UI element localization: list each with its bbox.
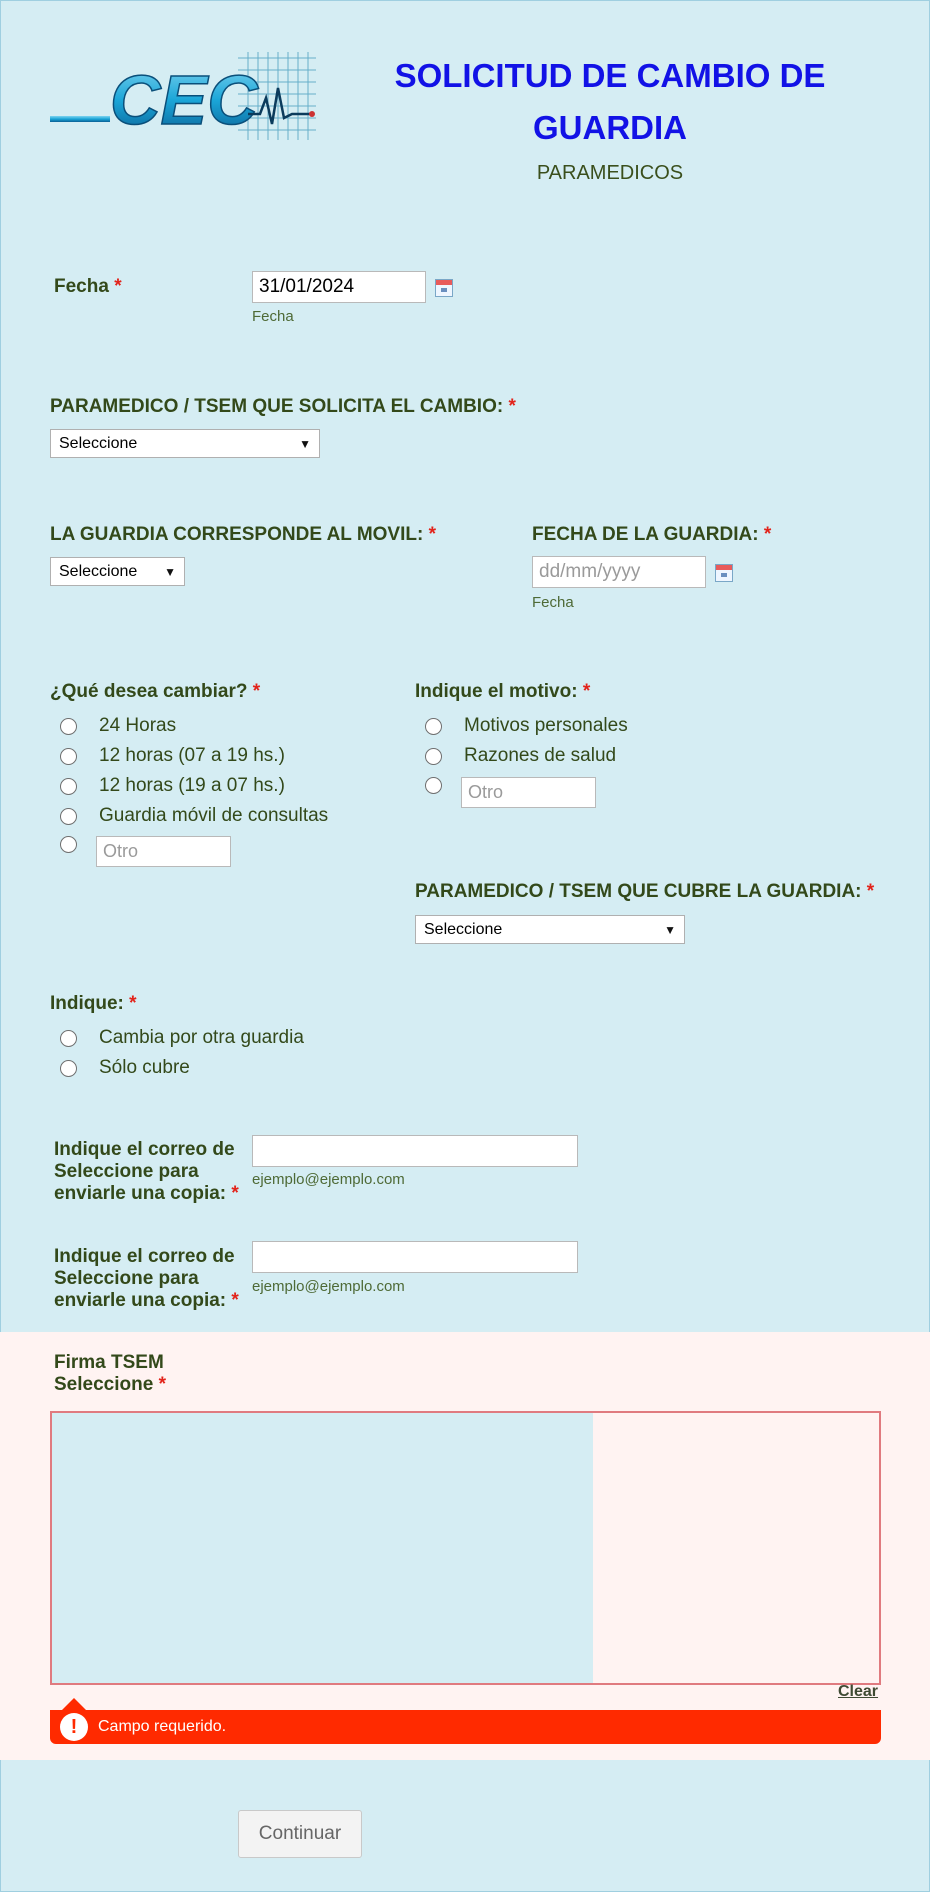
cambiar-option[interactable] xyxy=(60,711,360,741)
required-marker: * xyxy=(763,524,772,545)
required-marker: * xyxy=(114,276,122,297)
solicita-label xyxy=(50,396,516,418)
required-marker: * xyxy=(866,881,875,902)
required-marker: * xyxy=(129,993,137,1014)
otro-placeholder: Otro xyxy=(103,841,139,861)
motivo-options xyxy=(425,711,725,771)
option-label: 12 horas (19 a 07 hs.) xyxy=(99,775,285,796)
motivo-label-text: Indique el motivo: xyxy=(415,681,578,702)
alert-icon: ! xyxy=(60,1713,88,1741)
indique-options xyxy=(60,1023,380,1083)
calendar-icon[interactable] xyxy=(435,279,453,297)
calendar-icon[interactable] xyxy=(715,564,733,582)
radio-button[interactable] xyxy=(60,718,77,735)
radio-button[interactable] xyxy=(60,1060,77,1077)
option-label: 12 horas (07 a 19 hs.) xyxy=(99,745,285,766)
required-marker: * xyxy=(428,524,437,545)
radio-button[interactable] xyxy=(60,808,77,825)
email1-label-line: Indique el correo de xyxy=(54,1139,235,1160)
fecha-sublabel: Fecha xyxy=(252,308,294,325)
radio-button[interactable] xyxy=(425,718,442,735)
radio-button[interactable] xyxy=(60,836,77,853)
email1-label xyxy=(54,1139,254,1205)
logo-text: CEC xyxy=(110,61,258,139)
radio-button[interactable] xyxy=(425,748,442,765)
required-marker: * xyxy=(508,396,516,417)
firma-label-line: Firma TSEM xyxy=(54,1352,164,1373)
indique-label xyxy=(50,993,137,1015)
clear-signature-link[interactable]: Clear xyxy=(838,1683,879,1700)
radio-button[interactable] xyxy=(60,778,77,795)
cambiar-option[interactable] xyxy=(60,771,360,801)
option-label: Cambia por otra guardia xyxy=(99,1027,304,1048)
option-label: 24 Horas xyxy=(99,715,177,736)
chevron-down-icon: ▼ xyxy=(299,436,311,451)
motivo-label xyxy=(415,681,590,703)
otro-placeholder: Otro xyxy=(468,782,504,802)
required-marker: * xyxy=(231,1183,239,1204)
cambiar-options xyxy=(60,711,360,831)
cambiar-option[interactable] xyxy=(60,801,360,831)
email1-label-line: enviarle una copia: xyxy=(54,1183,227,1204)
motivo-option[interactable] xyxy=(425,741,725,771)
motivo-option[interactable] xyxy=(425,711,725,741)
email2-label xyxy=(54,1246,254,1312)
radio-button[interactable] xyxy=(425,777,442,794)
form-subtitle: PARAMEDICOS xyxy=(536,162,684,184)
motivo-otro-input[interactable] xyxy=(461,777,596,808)
chevron-down-icon: ▼ xyxy=(664,922,676,937)
cambiar-label xyxy=(50,681,260,703)
error-text: Campo requerido. xyxy=(98,1718,227,1735)
cubre-selected: Seleccione xyxy=(424,920,503,938)
fecha-input[interactable] xyxy=(252,271,426,303)
option-label: Razones de salud xyxy=(464,745,617,766)
solicita-select[interactable] xyxy=(50,429,320,458)
cubre-label-text: PARAMEDICO / TSEM QUE CUBRE LA GUARDIA: xyxy=(415,881,862,902)
required-marker: * xyxy=(582,681,591,702)
email1-input[interactable] xyxy=(252,1135,578,1167)
indique-option[interactable] xyxy=(60,1053,380,1083)
fecha-label-text: Fecha xyxy=(54,276,109,297)
email1-label-line: Seleccione para xyxy=(54,1161,199,1182)
movil-selected: Seleccione xyxy=(59,562,138,580)
option-label: Guardia móvil de consultas xyxy=(99,805,329,826)
option-label: Sólo cubre xyxy=(99,1057,190,1078)
movil-label xyxy=(50,524,436,546)
email2-label-line: Seleccione para xyxy=(54,1268,199,1289)
cambiar-otro-input[interactable] xyxy=(96,836,231,867)
fecha-guardia-label-text: FECHA DE LA GUARDIA: xyxy=(532,524,759,545)
required-marker: * xyxy=(231,1290,239,1311)
movil-label-text: LA GUARDIA CORRESPONDE AL MOVIL: xyxy=(50,524,424,545)
email2-label-line: Indique el correo de xyxy=(54,1246,235,1267)
email2-sublabel: ejemplo@ejemplo.com xyxy=(252,1278,405,1295)
fecha-guardia-label xyxy=(532,524,771,546)
indique-label-text: Indique: xyxy=(50,993,124,1014)
solicita-label-text: PARAMEDICO / TSEM QUE SOLICITA EL CAMBIO: xyxy=(50,396,504,417)
required-marker: * xyxy=(252,681,261,702)
radio-button[interactable] xyxy=(60,748,77,765)
option-label: Motivos personales xyxy=(464,715,628,736)
error-pointer xyxy=(62,1698,86,1710)
fecha-label xyxy=(54,276,122,298)
solicita-selected: Seleccione xyxy=(59,434,138,452)
email1-sublabel: ejemplo@ejemplo.com xyxy=(252,1171,405,1188)
chevron-down-icon: ▼ xyxy=(164,564,176,579)
movil-select[interactable] xyxy=(50,557,185,586)
cubre-label xyxy=(415,881,874,903)
fecha-guardia-input[interactable] xyxy=(532,556,706,588)
cec-logo xyxy=(48,48,320,144)
signature-canvas[interactable] xyxy=(52,1413,593,1683)
fecha-guardia-sublabel: Fecha xyxy=(532,594,574,611)
cambiar-label-text: ¿Qué desea cambiar? xyxy=(50,681,248,702)
cubre-select[interactable] xyxy=(415,915,685,944)
cambiar-option[interactable] xyxy=(60,741,360,771)
indique-option[interactable] xyxy=(60,1023,380,1053)
fecha-value: 31/01/2024 xyxy=(259,276,355,297)
firma-label xyxy=(54,1352,166,1396)
signature-pad[interactable] xyxy=(50,1411,881,1685)
continuar-button[interactable]: Continuar xyxy=(238,1810,362,1858)
firma-label-line: Seleccione xyxy=(54,1374,154,1395)
email2-label-line: enviarle una copia: xyxy=(54,1290,227,1311)
error-message xyxy=(50,1710,881,1744)
form-title-line2: GUARDIA xyxy=(533,109,687,146)
radio-button[interactable] xyxy=(60,1030,77,1047)
fecha-guardia-placeholder: dd/mm/yyyy xyxy=(539,561,641,582)
required-marker: * xyxy=(158,1374,166,1395)
form-title-line1: SOLICITUD DE CAMBIO DE xyxy=(394,57,826,94)
email2-input[interactable] xyxy=(252,1241,578,1273)
